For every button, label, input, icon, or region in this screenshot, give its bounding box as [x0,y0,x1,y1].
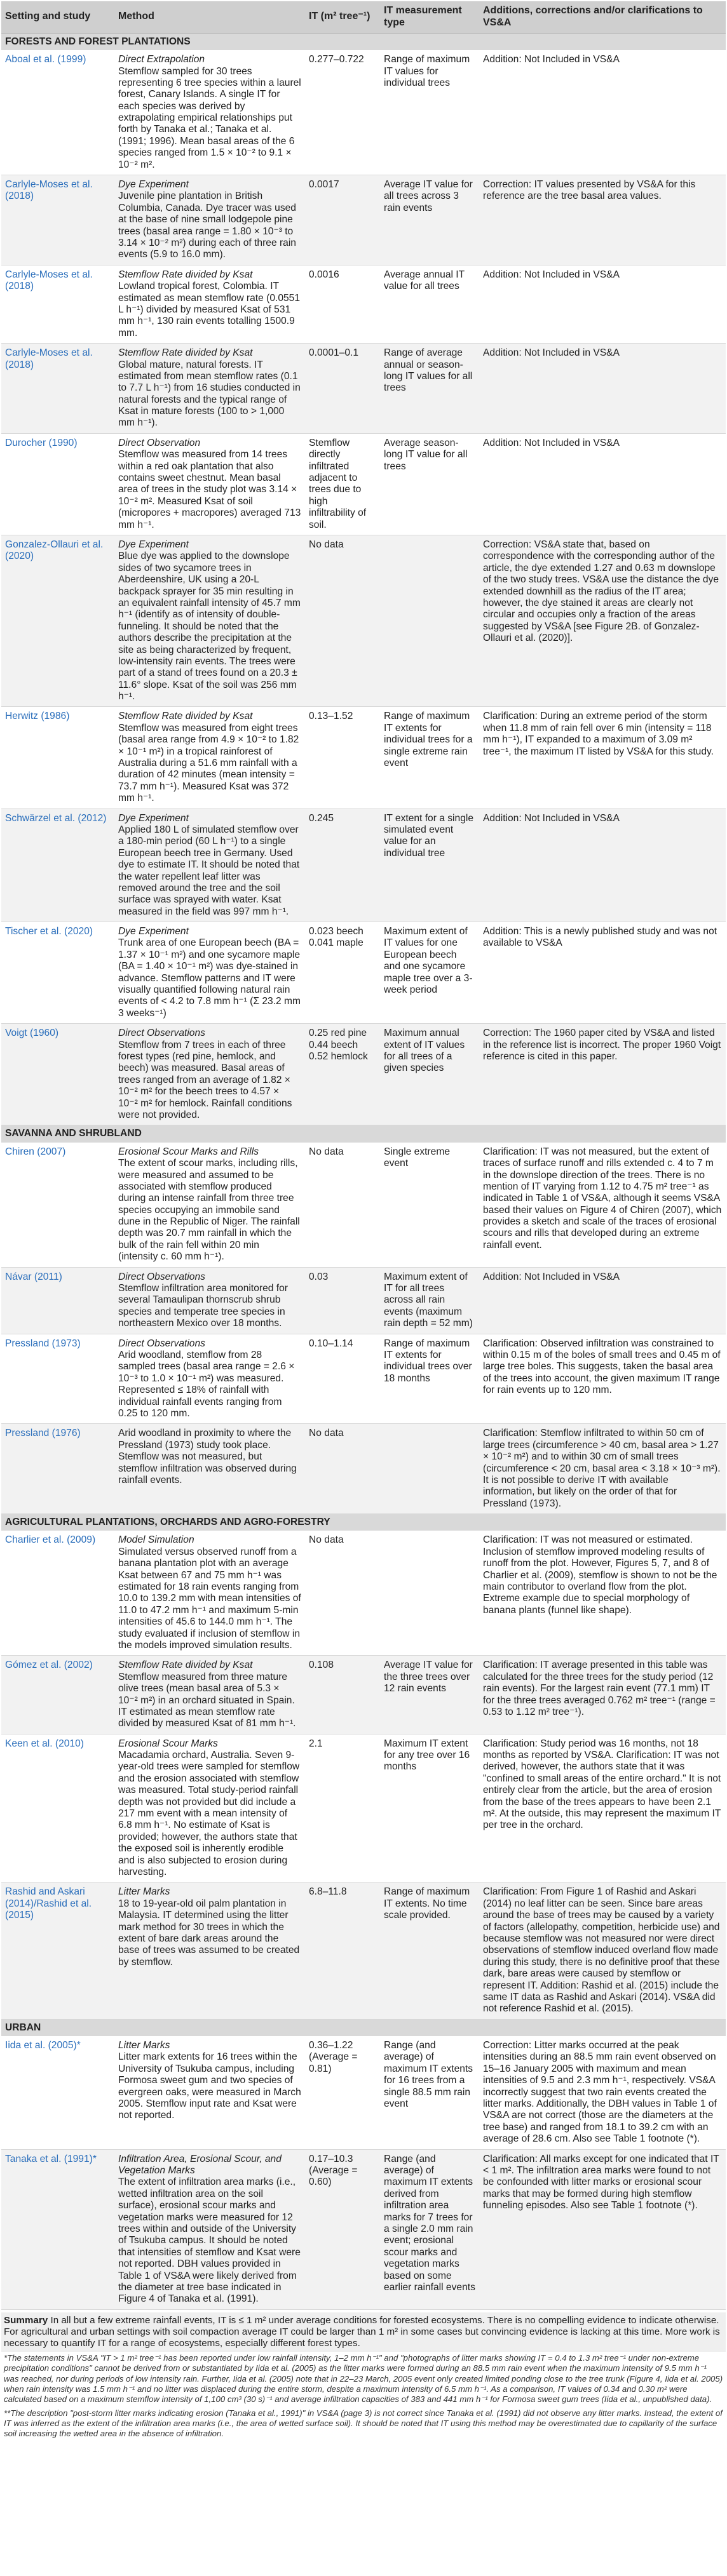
method-description: Litter mark extents for 16 trees within the University of Tsukuba campus, including Formosa sweet gum and two species of evergreen oaks, were measured in March 2005. Stemflow input rate and Ksat were not reported. [118,2051,301,2121]
method-title: Direct Observations [118,1338,205,1349]
method-title: Erosional Scour Marks [118,1738,218,1749]
footnote-1: *The statements in VS&A "IT > 1 m² tree⁻¹ has been reported under low rainfall intensity, 1–2 mm h⁻¹" and "photographs of litter marks showing IT = 0.4 to 1.3 m² tree⁻¹ under non-extreme precipitation conditions" cannot be derived from or substantiated by Iida et al. (2005) as the litter marks were formed during an 88.5 mm rain event when the maximum intensity of 9.5 mm h⁻¹ was reached, nor during periods of low intensity rain. Further, Iida et al. (2005) note that in 22–23 March, 2005 event only created limited ponding close to the tree trunk (Figure 4, Iida et al. 2005) when rain intensity was 1.5 mm h⁻¹ and no litter was displaced during the entire storm, despite a maximum intensity of 6.5 mm h⁻¹. As a comparison, IT values of 0.34 and 0.30 m² were calculated based on a maximum stemflow intensity of 1,100 cm³ (30 s)⁻¹ and average infiltration capacities of 383 and 441 mm h⁻¹ for Formosa sweet gum trees (Iida et al., unpublished data). [4,2353,723,2404]
section-title: URBAN [1,2019,726,2036]
method-description: Arid woodland, stemflow from 28 sampled trees (basal area range = 2.6 × 10⁻³ to 1.0 × 10⁻¹ m²) was measured. Represented ≤ 18% of rainfall with individual rainfall events ranging from 0.25 to 120 mm. [118,1349,295,1419]
header-row [1,1,726,33]
it-value-cell: 0.17–10.3 (Average = 0.60) [305,2149,380,2309]
notes-cell: Clarification: IT average presented in this table was calculated for the three trees for the study period (12 rain events). For the largest rain event (77.1 mm) IT for the three trees averaged 0.762 m² tree⁻¹ (range = 0.53 to 1.12 m² tree⁻¹). [479,1656,726,1734]
it-value-cell: No data [305,1143,380,1267]
method-cell [114,922,305,1024]
it-type-cell: Average IT value for all trees across 3 rain events [380,175,479,265]
method-cell [114,1656,305,1734]
it-type-cell: Maximum extent of IT values for one European beech and one sycamore maple tree over a 3-week period [380,922,479,1024]
method-cell [114,1143,305,1267]
study-citation[interactable]: Rashid and Askari (2014)/Rashid et al. (2015) [5,1886,92,1921]
it-type-cell: Range of maximum IT extents for individual trees for a single extreme rain event [380,707,479,808]
it-type-cell [380,1424,479,1514]
method-cell [114,1267,305,1334]
study-cell [1,808,114,922]
table-row [1,1734,726,1882]
summary-text: In all but a few extreme rainfall events, IT is ≤ 1 m² under average conditions for forested ecosystems. There is no compelling evidence to indicate otherwise. For agricultural and urban settings with soil compaction average IT could be larger than 1 m² in some cases but convincing evidence is lacking at this time. More work is necessary to quantify IT for a range of ecosystems, especially different forest types. [4,2314,720,2349]
method-description: Stemflow infiltration area monitored for several Tamaulipan thornscrub shrub species and temperate tree species in northeastern Mexico over 18 months. [118,1283,288,1329]
method-description: Global mature, natural forests. IT estimated from mean stemflow rates (0.1 to 7.7 L h⁻¹) from 16 studies conducted in natural forests and the typical range of Ksat in mature forests (100 to > 1,000 mm h⁻¹). [118,359,301,429]
study-citation[interactable]: Carlyle-Moses et al. (2018) [5,269,93,292]
study-citation[interactable]: Keen et al. (2010) [5,1738,84,1749]
section-header [1,1125,726,1143]
notes-cell: Clarification: IT was not measured, but the extent of traces of surface runoff and rills extended c. 4 to 7 m in the downslope direction of the trees. There is no mention of IT varying from 1.12 to 4.75 m² tree⁻¹ as indicated in Table 1 of VS&A, although it seems VS&A based their values on Figure 4 of Chiren (2007), which provides a sketch and scale of the traces of erosional scours and rills that developed during an extreme rainfall event. [479,1143,726,1267]
notes-cell: Addition: This is a newly published study and was not available to VS&A [479,922,726,1024]
it-value-cell: 6.8–11.8 [305,1882,380,2019]
summary-block [1,2312,726,2352]
it-value-cell: Stemflow directly infiltrated adjacent to trees due to high infiltrability of soil. [305,433,380,535]
it-value-cell: 0.03 [305,1267,380,1334]
method-description: Blue dye was applied to the downslope sides of two sycamore trees in Aberdeenshire, UK using a 20-L backpack sprayer for 35 min resulting in an equivalent rainfall intensity of 45.7 mm h⁻¹ (identify as of intensity of double-funneling. It should be noted that the authors describe the precipitation at the site as being characterized by frequent, low-intensity rain events. The trees were part of a stand of trees found on a 20.3 ± 11.6° slope. Ksat of the soil was 256 mm h⁻¹. [118,551,301,702]
method-cell [114,433,305,535]
method-title: Litter Marks [118,2040,170,2051]
study-citation[interactable]: Gómez et al. (2002) [5,1660,93,1671]
it-value-cell: 0.36–1.22 (Average = 0.81) [305,2036,380,2149]
study-cell [1,707,114,808]
study-cell [1,1267,114,1334]
method-cell [114,1024,305,1125]
method-cell [114,344,305,434]
header-it-type: IT measurement type [380,1,479,33]
notes-cell: Addition: Not Included in VS&A [479,50,726,175]
it-value-cell: No data [305,1531,380,1655]
it-type-cell: Range (and average) of maximum IT extents for 16 trees from a single 88.5 mm rain event [380,2036,479,2149]
method-cell [114,1334,305,1424]
notes-cell: Addition: Not Included in VS&A [479,1267,726,1334]
it-type-cell: Range (and average) of maximum IT extents derived from infiltration area marks for 7 trees for a single 2.0 mm rain event; erosional scour marks and vegetation marks based on some earlier rainfall events [380,2149,479,2309]
it-value-cell: 0.0017 [305,175,380,265]
notes-cell: Correction: Litter marks occurred at the peak intensities during an 88.5 mm rain event observed on 15–16 January 2005 with maximum and mean intensities of 9.5 and 2.3 mm h⁻¹, respectively. VS&A incorrectly suggest that two rain events created the litter marks. Additionally, the DBH values in Table 1 of VS&A are not correct (those are the diameters at the tree base) and ranged from 18.1 to 39.2 cm with an average of 28.6 cm. Also see Table 1 footnote (*). [479,2036,726,2149]
notes-cell: Correction: VS&A state that, based on correspondence with the corresponding author of the article, the dye extended 1.27 and 0.63 m downslope of the two study trees. VS&A use the distance the dye extended downhill as the radius of the IT area; however, the dye stained it areas are clearly not circular and occupies only a fraction of the areas suggested by VS&A [see Figure 2B. of Gonzalez-Ollauri et al. (2020)]. [479,535,726,706]
study-cell [1,2149,114,2309]
section-title: AGRICULTURAL PLANTATIONS, ORCHARDS AND AGRO-FORESTRY [1,1514,726,1531]
it-value-cell: 0.13–1.52 [305,707,380,808]
notes-cell: Clarification: From Figure 1 of Rashid and Askari (2014) no leaf litter can be seen. Since bare areas around the base of trees may be caused by a variety of factors (allelopathy, competition, herbicide use) and because stemflow was not measured nor were direct observations of stemflow induced overland flow made during this study, there is no definitive proof that these dark, bare areas were caused by stemflow or represent IT. Addition: Rashid et al. (2015) include the same IT data as Rashid and Askari (2014). VS&A did not reference Rashid et al. (2015). [479,1882,726,2019]
study-citation[interactable]: Pressland (1973) [5,1338,81,1349]
method-title: Infiltration Area, Erosional Scour, and Vegetation Marks [118,2153,282,2176]
method-description: Stemflow was measured from 14 trees within a red oak plantation that also contains sweet chestnut. Mean basal area of trees in the study plot was 3.14 × 10⁻² m². Measured Ksat of soil (micropores + macropores) averaged 713 mm h⁻¹. [118,449,301,530]
method-description: Juvenile pine plantation in British Columbia, Canada. Dye tracer was used at the base of nine small lodgepole pine trees (basal area range = 1.80 × 10⁻³ to 3.14 × 10⁻² m²) during each of three rain events (5.9 to 16.0 mm). [118,191,296,260]
method-description: Simulated versus observed runoff from a banana plantation plot with an average Ksat between 67 and 75 mm h⁻¹ was estimated for 18 rain events ranging from 10.0 to 139.2 mm with mean intensities of 11.0 to 47.2 mm h⁻¹ and maximum 5-min intensities of 45.6 to 144.0 mm h⁻¹. The study evaluated if inclusion of stemflow in the models improved simulation results. [118,1546,301,1651]
study-citation[interactable]: Herwitz (1986) [5,711,70,722]
it-type-cell: Maximum extent of IT for all trees across all rain events (maximum rain depth = 52 mm) [380,1267,479,1334]
study-cell [1,1024,114,1125]
table-row [1,1024,726,1125]
study-citation[interactable]: Aboal et al. (1999) [5,54,86,65]
header-it: IT (m² tree⁻¹) [305,1,380,33]
it-type-cell: Range of maximum IT values for individual trees [380,50,479,175]
study-citation[interactable]: Voigt (1960) [5,1028,59,1039]
it-type-cell [380,535,479,706]
table-row [1,707,726,808]
method-description: 18 to 19-year-old oil palm plantation in Malaysia. IT determined using the litter mark method for 30 trees in which the extent of bare dark areas around the base of trees was assumed to be created by stemflow. [118,1898,300,1968]
table-row [1,265,726,343]
notes-cell: Correction: IT values presented by VS&A for this reference are the tree basal area values. [479,175,726,265]
it-type-cell: Range of maximum IT extents. No time scale provided. [380,1882,479,2019]
it-type-cell: Single extreme event [380,1143,479,1267]
study-cell [1,2036,114,2149]
method-cell [114,808,305,922]
table-row [1,1656,726,1734]
section-title: FORESTS AND FOREST PLANTATIONS [1,33,726,50]
section-title: SAVANNA AND SHRUBLAND [1,1125,726,1143]
notes-cell: Clarification: Observed infiltration was constrained to within 0.15 m of the boles of small trees and 0.45 m of large tree boles. This suggests, taken the basal area of the trees into account, the given maximum IT range for rain events up to 120 mm. [479,1334,726,1424]
method-cell [114,175,305,265]
table-row [1,1531,726,1655]
it-type-cell: Maximum IT extent for any tree over 16 months [380,1734,479,1882]
section-header [1,2019,726,2036]
method-description: The extent of infiltration area marks (i.e., wetted infiltration area on the soil surface), erosional scour marks and vegetation marks were measured for 12 trees within and outside of the University of Tsukuba campus. It should be noted that intensities of stemflow and Ksat were not reported. DBH values provided in Table 1 of VS&A were likely derived from the diameter at tree base indicated in Figure 4 of Tanaka et al. (1991). [118,2177,301,2305]
method-title: Stemflow Rate divided by Ksat [118,269,253,280]
study-citation[interactable]: Tanaka et al. (1991)* [5,2153,97,2164]
study-citation[interactable]: Schwärzel et al. (2012) [5,812,107,824]
method-title: Direct Observation [118,437,201,448]
study-cell [1,1882,114,2019]
study-cell [1,1143,114,1267]
footnotes [1,2352,726,2444]
study-cell [1,50,114,175]
method-cell [114,1734,305,1882]
method-description: Macadamia orchard, Australia. Seven 9-year-old trees were sampled for stemflow and the erosion associated with stemflow was measured. Total study-period rainfall depth was not provided but did include a 217 mm event with a mean intensity of 6.8 mm h⁻¹. No estimate of Ksat is provided; however, the authors state that the exposed soil is inherently erodible and is also subjected to erosion during harvesting. [118,1750,300,1877]
study-citation[interactable]: Pressland (1976) [5,1428,81,1439]
method-cell [114,1882,305,2019]
section-header [1,1514,726,1531]
study-citation[interactable]: Charlier et al. (2009) [5,1534,96,1546]
notes-cell: Addition: Not Included in VS&A [479,265,726,343]
it-value-cell: 0.277–0.722 [305,50,380,175]
method-title: Dye Experiment [118,812,189,824]
table-row [1,922,726,1024]
it-value-cell: 0.0001–0.1 [305,344,380,434]
method-title: Direct Observations [118,1271,205,1282]
method-title: Model Simulation [118,1534,194,1546]
method-cell [114,707,305,808]
data-table [1,1,726,2310]
study-cell [1,1424,114,1514]
notes-cell: Clarification: During an extreme period of the storm when 11.8 mm of rain fell over 6 min (intensity = 118 mm h⁻¹), IT expanded to a maximum of 3.09 m² tree⁻¹, the maximum IT listed by VS&A for this study. [479,707,726,808]
study-cell [1,1531,114,1655]
table-row [1,2149,726,2309]
study-cell [1,1734,114,1882]
method-title: Dye Experiment [118,539,189,550]
table-row [1,1143,726,1267]
study-cell [1,1334,114,1424]
table-row [1,344,726,434]
table-row [1,2036,726,2149]
table-row [1,535,726,706]
summary-label: Summary [4,2314,48,2326]
method-title: Direct Observations [118,1028,205,1039]
method-cell [114,535,305,706]
notes-cell: Addition: Not Included in VS&A [479,433,726,535]
it-type-cell: Average annual IT value for all trees [380,265,479,343]
study-citation[interactable]: Návar (2011) [5,1271,62,1282]
method-description: Lowland tropical forest, Colombia. IT estimated as mean stemflow rate (0.0551 L h⁻¹) divided by measured Ksat of 531 mm h⁻¹, 130 rain events totalling 1500.9 mm. [118,281,301,339]
study-cell [1,433,114,535]
it-value-cell: No data [305,1424,380,1514]
method-title: Erosional Scour Marks and Rills [118,1146,259,1157]
it-type-cell: Average season-long IT value for all trees [380,433,479,535]
it-type-cell: Range of maximum IT extents for individual trees over 18 months [380,1334,479,1424]
method-description: Stemflow from 7 trees in each of three forest types (red pine, hemlock, and beech) was measured. Basal areas of trees ranged from an average of 1.82 × 10⁻² m² for the beech trees to 4.57 × 10⁻² m² for hemlock. Rainfall conditions were not provided. [118,1039,292,1120]
method-description: The extent of scour marks, including rills, were measured and assumed to be associated with stemflow produced during an intense rainfall from three tree species occupying an immobile sand dune in the Republic of Niger. The rainfall depth was 20.7 mm rainfall in which the bulk of the rain fell within 20 min (intensity c. 60 mm h⁻¹). [118,1158,300,1263]
it-type-cell: IT extent for a single simulated event value for an individual tree [380,808,479,922]
study-citation[interactable]: Iida et al. (2005)* [5,2040,81,2051]
method-description: Stemflow sampled for 30 trees representing 6 tree species within a laurel forest, Canary Islands. A single IT for each species was derived by extrapolating empirical relationships put forth by Tanaka et al.; Tanaka et al. (1991; 1996). Mean basal areas of the 6 species ranged from 1.5 × 10⁻² to 9.1 × 10⁻² m². [118,65,301,170]
notes-cell: Clarification: All marks except for one indicated that IT < 1 m². The infiltration area marks were found to not be confounded with litter marks or erosional scour marks that may be formed during high stemflow funneling episodes. Also see Table 1 footnote (*). [479,2149,726,2309]
header-notes: Additions, corrections and/or clarifications to VS&A [479,1,726,33]
it-value-cell: 0.25 red pine 0.44 beech 0.52 hemlock [305,1024,380,1125]
method-cell [114,265,305,343]
header-method: Method [114,1,305,33]
method-description: Trunk area of one European beech (BA = 1.37 × 10⁻¹ m²) and one sycamore maple (BA = 1.40 × 10⁻¹ m²) was dye-stained in advance. Stemflow patterns and IT were visually quantified following natural rain events of < 4.2 to 7.8 mm h⁻¹ (Σ 23.2 mm 3 weeks⁻¹) [118,937,301,1019]
table-row [1,175,726,265]
notes-cell: Addition: Not Included in VS&A [479,808,726,922]
table-row [1,1267,726,1334]
table-row [1,808,726,922]
method-cell [114,1424,305,1514]
it-type-cell: Average IT value for the three trees over 12 rain events [380,1656,479,1734]
study-citation[interactable]: Carlyle-Moses et al. (2018) [5,179,93,202]
it-type-cell: Range of average annual or season-long IT values for all trees [380,344,479,434]
method-title: Dye Experiment [118,926,189,937]
notes-cell: Addition: Not Included in VS&A [479,344,726,434]
method-cell [114,2149,305,2309]
study-cell [1,265,114,343]
notes-cell: Clarification: Study period was 16 months, not 18 months as reported by VS&A. Clarification: IT was not derived, however, the authors state that it was "confined to small areas of the entire orchard." It is not entirely clear from the article, but the area of erosion from the base of the trees appears to have been 2.1 m². At the outside, this may represent the maximum IT per tree in the orchard. [479,1734,726,1882]
method-description: Stemflow measured from three mature olive trees (mean basal area of 5.3 × 10⁻² m²) in an orchard situated in Spain. IT estimated as mean stemflow rate divided by measured Ksat of 81 mm h⁻¹. [118,1671,296,1729]
method-title: Direct Extrapolation [118,54,205,65]
study-citation[interactable]: Durocher (1990) [5,437,78,448]
method-title: Dye Experiment [118,179,189,191]
method-title: Stemflow Rate divided by Ksat [118,711,253,722]
footnote-2: **The description "post-storm litter marks indicating erosion (Tanaka et al., 1991)" in VS&A (page 3) is not correct since Tanaka et al. (1991) did not observe any litter marks. Instead, the extent of IT was inferred as the extent of the infiltration area marks (i.e., the area of wetted surface soil). It should be noted that IT using this method may be overestimated due to capillarity of the surface soil increasing the wetted area in the absence of infiltration. [4,2408,723,2439]
study-citation[interactable]: Chiren (2007) [5,1146,66,1157]
it-value-cell: 0.245 [305,808,380,922]
header-setting: Setting and study [1,1,114,33]
study-cell [1,175,114,265]
study-citation[interactable]: Gonzalez-Ollauri et al. (2020) [5,539,104,562]
notes-cell: Clarification: IT was not measured or estimated. Inclusion of stemflow improved modeling results of runoff from the plot. However, Figures 5, 7, and 8 of Charlier et al. (2009), stemflow is shown to not be the main contributor to overland flow from the plot. Extreme example due to special morphology of banana plants (funnel like shape). [479,1531,726,1655]
study-citation[interactable]: Tischer et al. (2020) [5,926,93,937]
study-cell [1,1656,114,1734]
method-title: Litter Marks [118,1886,170,1898]
study-citation[interactable]: Carlyle-Moses et al. (2018) [5,347,93,370]
it-value-cell: 0.108 [305,1656,380,1734]
method-description: Applied 180 L of simulated stemflow over a 180-min period (60 L h⁻¹) to a single European beech tree in Germany. Used dye to estimate IT. It should be noted that the water repellent leaf litter was removed around the tree and the soil surface was sprayed with water. Ksat measured in the field was 997 mm h⁻¹. [118,824,300,917]
it-value-cell: No data [305,535,380,706]
study-cell [1,535,114,706]
it-type-cell: Maximum annual extent of IT values for all trees of a given species [380,1024,479,1125]
notes-cell: Clarification: Stemflow infiltrated to within 50 cm of large trees (circumference > 40 cm, basal area > 1.27 × 10⁻² m²) and to within 30 cm of small trees (circumference < 20 cm, basal area < 3.18 × 10⁻³ m²). It is not possible to derive IT with available information, but likely on the order of that for Pressland (1973). [479,1424,726,1514]
study-cell [1,922,114,1024]
it-value-cell: 0.023 beech 0.041 maple [305,922,380,1024]
table-body [1,33,726,2309]
it-type-cell [380,1531,479,1655]
method-description: Arid woodland in proximity to where the Pressland (1973) study took place. Stemflow was not measured, but stemflow infiltration was observed during rainfall events. [118,1428,297,1486]
it-value-cell: 0.0016 [305,265,380,343]
notes-cell: Correction: The 1960 paper cited by VS&A and listed in the reference list is incorrect. The proper 1960 Voigt reference is cited in this paper. [479,1024,726,1125]
table-row [1,1334,726,1424]
method-title: Stemflow Rate divided by Ksat [118,1660,253,1671]
method-cell [114,2036,305,2149]
method-cell [114,1531,305,1655]
method-cell [114,50,305,175]
method-description: Stemflow was measured from eight trees (basal area range from 4.9 × 10⁻² to 1.82 × 10⁻¹ m²) in a tropical rainforest of Australia during a 51.6 mm rainfall with a duration of 42 minutes (mean intensity = 73.7 mm h⁻¹). Measured Ksat was 372 mm h⁻¹. [118,722,299,804]
table-row [1,433,726,535]
method-title: Stemflow Rate divided by Ksat [118,347,253,359]
it-value-cell: 0.10–1.14 [305,1334,380,1424]
section-header [1,33,726,50]
study-cell [1,344,114,434]
it-value-cell: 2.1 [305,1734,380,1882]
table-row [1,1424,726,1514]
table-row [1,1882,726,2019]
table-row [1,50,726,175]
